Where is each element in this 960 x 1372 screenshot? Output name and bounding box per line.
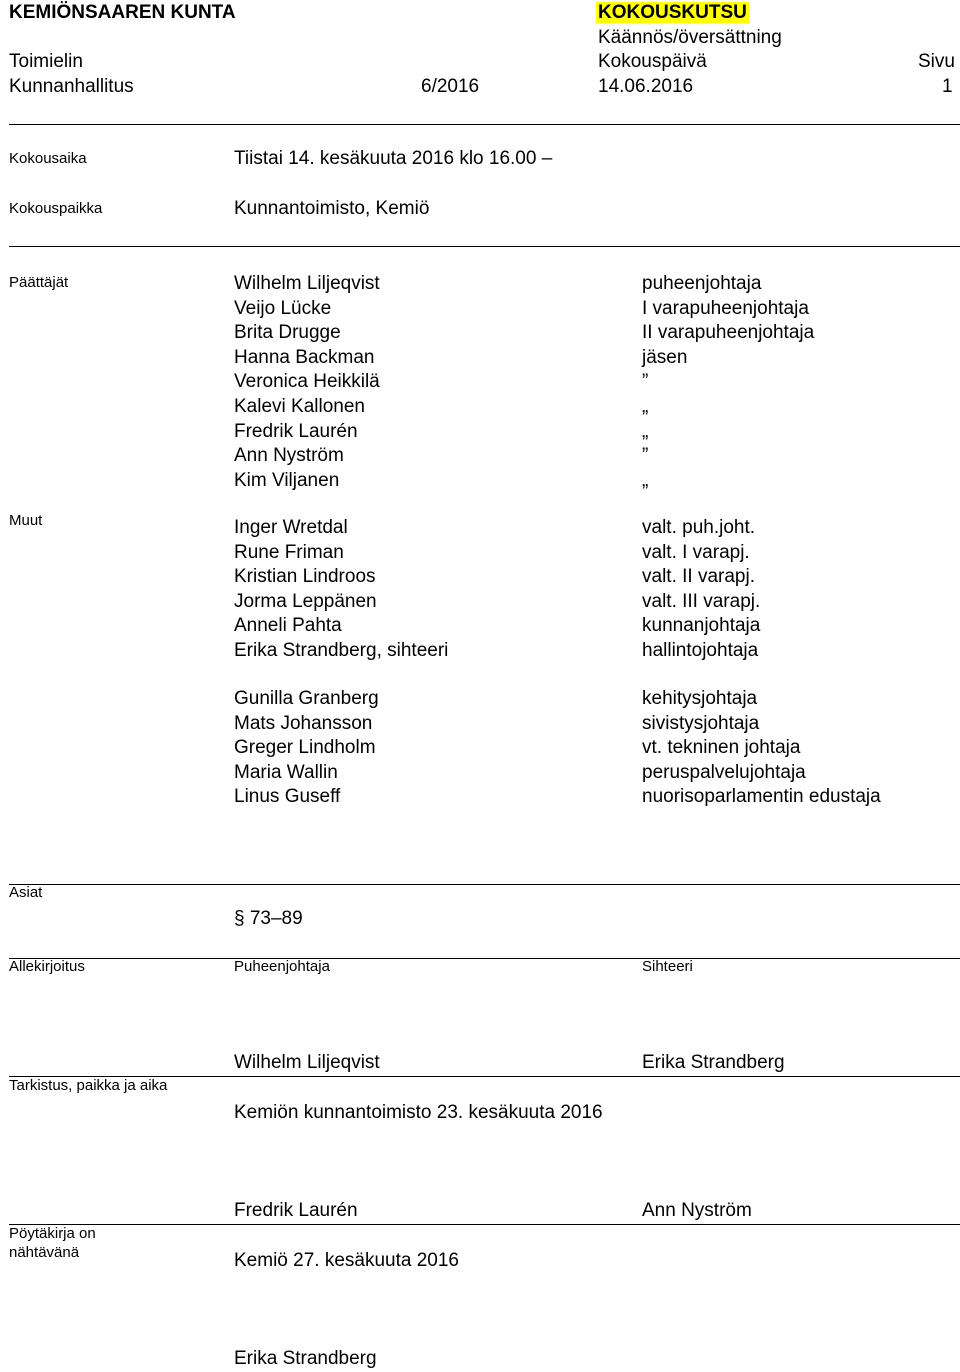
person-name: Kalevi Kallonen: [234, 396, 365, 417]
document-type-label: KOKOUSKUTSU: [598, 2, 747, 23]
meeting-date: 14.06.2016: [598, 76, 694, 97]
person-role: „: [642, 469, 649, 491]
header-divider: [9, 124, 960, 125]
person-role: peruspalvelujohtaja: [642, 761, 806, 783]
page-label: Sivu: [918, 51, 955, 72]
matters-value: § 73–89: [234, 908, 303, 929]
person-name: Mats Johansson: [234, 712, 373, 734]
person-role: II varapuheenjohtaja: [642, 322, 815, 344]
person-name: Hanna Backman: [234, 346, 375, 368]
person-role: puheenjohtaja: [642, 273, 762, 294]
organ-name: Kunnanhallitus: [9, 76, 134, 97]
translation-label: Käännös/översättning: [598, 27, 782, 48]
reviewer-1: Fredrik Laurén: [234, 1200, 358, 1221]
person-role: kehitysjohtaja: [642, 688, 758, 709]
person-name: Wilhelm Liljeqvist: [234, 273, 380, 294]
chair-signature-name: Wilhelm Liljeqvist: [234, 1052, 380, 1073]
meeting-time-label: Kokousaika: [9, 150, 87, 167]
person-name: Linus Guseff: [234, 786, 341, 808]
meeting-divider: [9, 246, 960, 247]
review-label: Tarkistus, paikka ja aika: [9, 1077, 168, 1094]
meeting-place: Kunnantoimisto, Kemiö: [234, 198, 430, 219]
person-role: valt. I varapj.: [642, 541, 750, 563]
person-role: ”: [642, 445, 649, 467]
person-name: Jorma Leppänen: [234, 590, 377, 612]
person-name: Greger Lindholm: [234, 737, 376, 759]
person-name: Ann Nyström: [234, 445, 344, 467]
person-role: kunnanjohtaja: [642, 615, 761, 637]
review-divider: [9, 1224, 960, 1225]
availability-label-line1: Pöytäkirja on: [9, 1225, 96, 1242]
organ-label: Toimielin: [9, 51, 83, 72]
meeting-time: Tiistai 14. kesäkuuta 2016 klo 16.00 –: [234, 148, 553, 169]
person-name: Veronica Heikkilä: [234, 371, 380, 393]
meeting-place-label: Kokouspaikka: [9, 200, 103, 217]
person-name: Fredrik Laurén: [234, 420, 358, 442]
person-role: valt. puh.joht.: [642, 517, 756, 538]
person-role: valt. III varapj.: [642, 590, 761, 612]
matters-label: Asiat: [9, 884, 43, 901]
page-number: 1: [942, 76, 953, 97]
person-name: Anneli Pahta: [234, 615, 342, 637]
person-name: Veijo Lücke: [234, 297, 332, 319]
person-name: Kristian Lindroos: [234, 566, 376, 588]
document-type: [596, 2, 749, 24]
review-place-time: Kemiön kunnantoimisto 23. kesäkuuta 2016: [234, 1102, 603, 1123]
person-name: Brita Drugge: [234, 322, 341, 344]
availability-place-time: Kemiö 27. kesäkuuta 2016: [234, 1250, 459, 1271]
person-name: Gunilla Granberg: [234, 688, 379, 709]
person-role: I varapuheenjohtaja: [642, 297, 809, 319]
chair-label: Puheenjohtaja: [234, 958, 330, 975]
person-role: ”: [642, 371, 649, 393]
others-label: Muut: [9, 512, 43, 529]
secretary-label: Sihteeri: [642, 958, 693, 975]
person-role: „: [642, 396, 649, 417]
person-role: jäsen: [642, 346, 688, 368]
person-role: valt. II varapj.: [642, 566, 755, 588]
person-role: sivistysjohtaja: [642, 712, 760, 734]
person-role: vt. tekninen johtaja: [642, 737, 801, 759]
deciders-label: Päättäjät: [9, 274, 69, 291]
meeting-number: 6/2016: [421, 76, 480, 97]
person-name: Erika Strandberg, sihteeri: [234, 640, 449, 661]
signature-label: Allekirjoitus: [9, 958, 85, 975]
secretary-signature-name: Erika Strandberg: [642, 1052, 785, 1073]
municipality-name: KEMIÖNSAAREN KUNTA: [9, 2, 236, 23]
person-name: Kim Viljanen: [234, 469, 340, 491]
availability-signer: Erika Strandberg: [234, 1348, 377, 1369]
person-name: Rune Friman: [234, 541, 344, 563]
attendees-divider: [9, 884, 960, 885]
reviewer-2: Ann Nyström: [642, 1200, 752, 1221]
availability-label-line2: nähtävänä: [9, 1244, 80, 1261]
matters-divider: [9, 958, 960, 959]
person-role: hallintojohtaja: [642, 640, 759, 661]
person-role: nuorisoparlamentin edustaja: [642, 786, 881, 808]
person-role: „: [642, 420, 649, 442]
person-name: Inger Wretdal: [234, 517, 348, 538]
person-name: Maria Wallin: [234, 761, 338, 783]
date-label: Kokouspäivä: [598, 51, 707, 72]
